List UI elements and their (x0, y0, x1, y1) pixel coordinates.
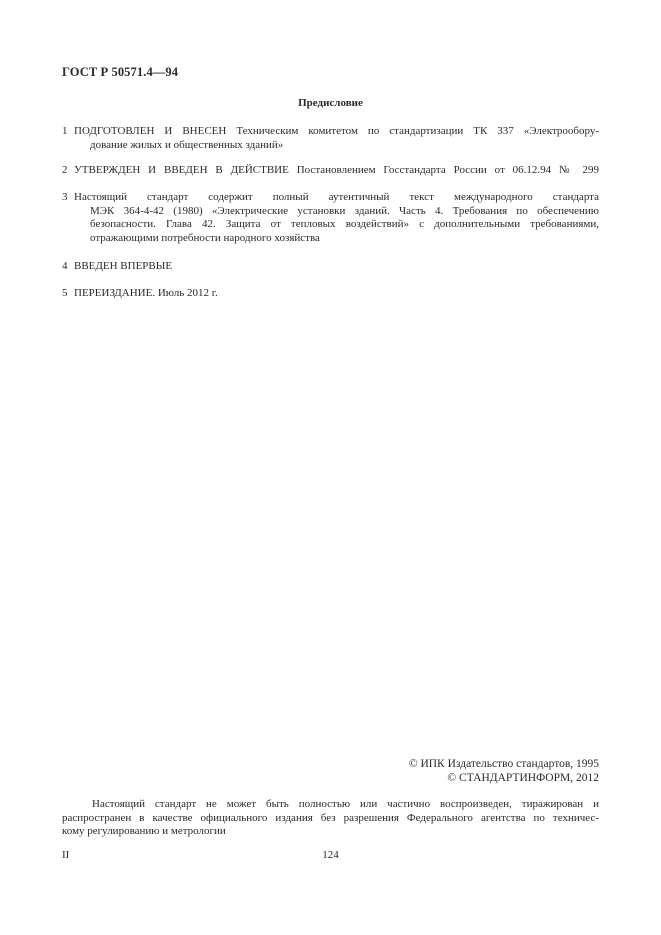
copyright-line: © ИПК Издательство стандартов, 1995 (408, 758, 599, 770)
preface-item-5 (62, 287, 599, 301)
roman-page-marker: II (62, 849, 70, 861)
preface-title: Предисловие (298, 97, 363, 109)
preface-item-4 (62, 260, 599, 274)
item-line: МЭК 364-4-42 (1980) «Электрические установки зданий. Часть 4. Требования по обеспечению (90, 204, 599, 217)
item-line: дование жилых и общественных зданий» (90, 138, 284, 151)
item-line: безопасности. Глава 42. Защита от тепловых воздействий» с дополнительными требованиями, (90, 218, 599, 230)
preface-item-1 (62, 125, 599, 152)
copyright-block (409, 757, 599, 785)
item-number: 4 (62, 260, 68, 272)
item-line: отражающими потребности народного хозяйства (90, 231, 320, 244)
item-line: УТВЕРЖДЕН И ВВЕДЕН В ДЕЙСТВИЕ Постановлением Госстандарта России от 06.12.94 № 299 (74, 164, 599, 176)
item-number: 2 (62, 164, 68, 176)
reproduction-notice (62, 798, 599, 839)
notice-line: распространен в качестве официального издания без разрешения Федерального агентства по техничес- (62, 811, 599, 824)
page-number: 124 (322, 849, 339, 861)
notice-line: кому регулированию и метрологии (62, 825, 226, 837)
item-number: 3 (62, 191, 68, 203)
notice-line: Настоящий стандарт не может быть полностью или частично воспроизведен, тиражирован и (92, 798, 599, 810)
copyright-line: © СТАНДАРТИНФОРМ, 2012 (447, 772, 599, 784)
preface-item-2 (62, 164, 599, 178)
preface-item-3 (62, 191, 599, 245)
item-line: ВВЕДЕН ВПЕРВЫЕ (74, 260, 173, 272)
item-number: 5 (62, 287, 68, 299)
item-line: ПОДГОТОВЛЕН И ВНЕСЕН Техническим комитетом по стандартизации ТК 337 «Электрообору- (74, 125, 599, 137)
item-line: ПЕРЕИЗДАНИЕ. Июль 2012 г. (74, 287, 218, 299)
item-number: 1 (62, 125, 68, 137)
standard-code: ГОСТ Р 50571.4—94 (62, 65, 179, 79)
item-line: Настоящий стандарт содержит полный аутентичный текст международного стандарта (74, 191, 599, 203)
